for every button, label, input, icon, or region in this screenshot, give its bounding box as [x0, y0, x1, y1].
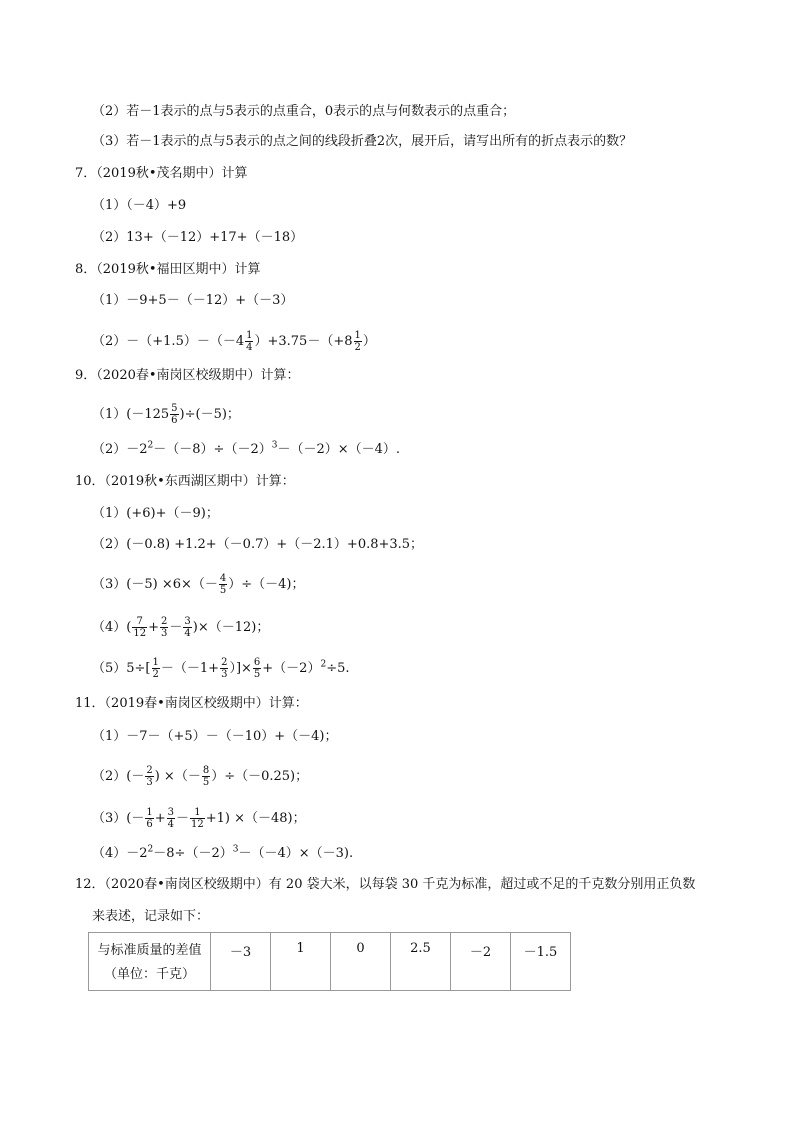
denominator: 4 [246, 342, 253, 353]
numerator: 2 [160, 616, 168, 627]
denominator: 3 [221, 669, 228, 680]
table-row [89, 933, 571, 991]
q9-part1 [92, 403, 240, 426]
operator: － [169, 620, 183, 635]
q10-part4 [92, 616, 269, 639]
q11-part3 [92, 807, 306, 830]
fraction [167, 807, 175, 830]
q12-title-continued: 来表述，记录如下： [92, 909, 210, 924]
fraction [170, 403, 178, 426]
numerator: 1 [146, 807, 153, 818]
exponent: 2 [320, 659, 327, 670]
fraction [354, 330, 362, 353]
q6-part2: （2）若－1表示的点与5表示的点重合，0表示的点与何数表示的点重合； [92, 104, 516, 119]
text: +1) ×（－48)； [205, 811, 306, 826]
exponent: 3 [271, 440, 278, 451]
text: （2）－（+1.5）－（－4 [92, 334, 245, 349]
q12-title: 12．（2020春•南岗区校级期中）有 20 袋大米，以每袋 30 千克为标准，超过或不足的千克数分别用正负数 [75, 877, 696, 892]
table-cell: －3 [211, 933, 271, 991]
fraction [152, 657, 160, 680]
numerator: 1 [190, 807, 205, 819]
text: －8÷（－2） [153, 846, 233, 861]
header-unit: （单位：千克） [103, 967, 195, 982]
q8-title: 8．（2019秋•福田区期中）计算 [75, 262, 261, 277]
text: +（－2） [262, 661, 321, 676]
table-cell: 0 [331, 933, 391, 991]
numerator: 3 [167, 807, 174, 818]
denominator: 12 [191, 819, 204, 830]
q10-part1: （1）(+6)+（－9)； [92, 506, 219, 521]
denominator: 2 [354, 342, 361, 353]
denominator: 2 [152, 669, 159, 680]
fraction [132, 616, 147, 639]
denominator: 3 [160, 628, 168, 639]
q11-part2 [92, 765, 308, 788]
q10-part2: （2）(－0.8) +1.2+（－0.7）+（－2.1）+0.8+3.5； [92, 537, 424, 552]
text: （1）(－125 [92, 407, 170, 422]
header-line: 与标准质量的差值 [97, 943, 202, 958]
denominator: 5 [202, 777, 210, 788]
operator: + [154, 811, 166, 826]
text: ）]× [229, 661, 252, 676]
fraction [220, 657, 228, 680]
table-cell: 2.5 [391, 933, 451, 991]
table-cell: 1 [271, 933, 331, 991]
text: ) ×（－ [154, 769, 201, 784]
numerator: 2 [221, 657, 228, 668]
weight-difference-table [88, 932, 571, 991]
fraction [190, 807, 205, 830]
q9-part2 [92, 441, 400, 459]
fraction [253, 657, 261, 680]
q11-part4 [92, 845, 353, 863]
denominator: 3 [146, 777, 153, 788]
fraction [245, 330, 253, 353]
q11-part1: （1）－7－（+5）－（－10）+（－4)； [92, 729, 338, 744]
q6-part3: （3）若－1表示的点与5表示的点之间的线段折叠2次，展开后，请写出所有的折点表示的数？ [92, 134, 633, 149]
denominator: 5 [219, 585, 227, 596]
numerator: 1 [246, 330, 253, 341]
q8-part2 [92, 330, 376, 353]
text: －（－2）×（－4）. [277, 442, 401, 457]
text: （2）(－ [92, 769, 145, 784]
numerator: 7 [132, 616, 147, 628]
numerator: 8 [202, 765, 210, 776]
numerator: 5 [171, 403, 178, 414]
fraction [183, 616, 191, 639]
denominator: 6 [146, 819, 153, 830]
text: ÷5. [326, 661, 350, 676]
denominator: 6 [171, 415, 178, 426]
exponent: 3 [232, 844, 239, 855]
text: ）+3.75－（+8 [254, 334, 353, 349]
text: ）÷（－4)； [228, 577, 305, 592]
q10-part3 [92, 573, 305, 596]
text: )÷(－5)； [179, 407, 240, 422]
text: （3）(－ [92, 811, 145, 826]
q10-part5 [92, 657, 349, 680]
denominator: 5 [253, 669, 261, 680]
table-cell: －2 [451, 933, 511, 991]
numerator: 3 [184, 616, 191, 627]
fraction [145, 765, 153, 788]
numerator: 2 [146, 765, 153, 776]
text: －（－1+ [160, 661, 220, 676]
operator: + [148, 620, 159, 635]
numerator: 6 [253, 657, 261, 668]
operator: － [176, 811, 190, 826]
numerator: 1 [152, 657, 159, 668]
q7-part2: （2）13+（－12）+17+（－18） [92, 230, 304, 245]
q7-title: 7．（2019秋•茂名期中）计算 [75, 166, 248, 181]
q7-part1: （1）（－4）+9 [92, 198, 187, 213]
q10-title: 10．（2019秋•东西湖区期中）计算： [75, 474, 295, 489]
text: －（－8）÷（－2） [153, 442, 272, 457]
text: （3）(－5) ×6×（－ [92, 577, 218, 592]
denominator: 4 [184, 628, 191, 639]
exponent: 2 [147, 844, 154, 855]
fraction [219, 573, 227, 596]
table-header-cell [89, 933, 211, 991]
fraction [145, 807, 153, 830]
text: －（－4）×（－3). [238, 846, 354, 861]
text: （2）－2 [92, 442, 148, 457]
exponent: 2 [147, 440, 154, 451]
fraction [202, 765, 210, 788]
text: （4）( [92, 620, 132, 635]
text: （5）5÷[ [92, 661, 151, 676]
numerator: 4 [219, 573, 227, 584]
q9-title: 9．（2020春•南岗区校级期中）计算： [75, 368, 300, 383]
text: )×（－12)； [192, 620, 270, 635]
q11-title: 11．（2019春•南岗区校级期中）计算： [75, 696, 308, 711]
denominator: 12 [133, 628, 147, 639]
fraction [160, 616, 168, 639]
text: ）÷（－0.25)； [211, 769, 309, 784]
text: ） [362, 334, 376, 349]
table-cell: －1.5 [511, 933, 571, 991]
numerator: 1 [354, 330, 361, 341]
denominator: 4 [167, 819, 174, 830]
text: （4）－2 [92, 846, 148, 861]
q8-part1: （1）－9+5－（－12）+（－3） [92, 293, 294, 308]
